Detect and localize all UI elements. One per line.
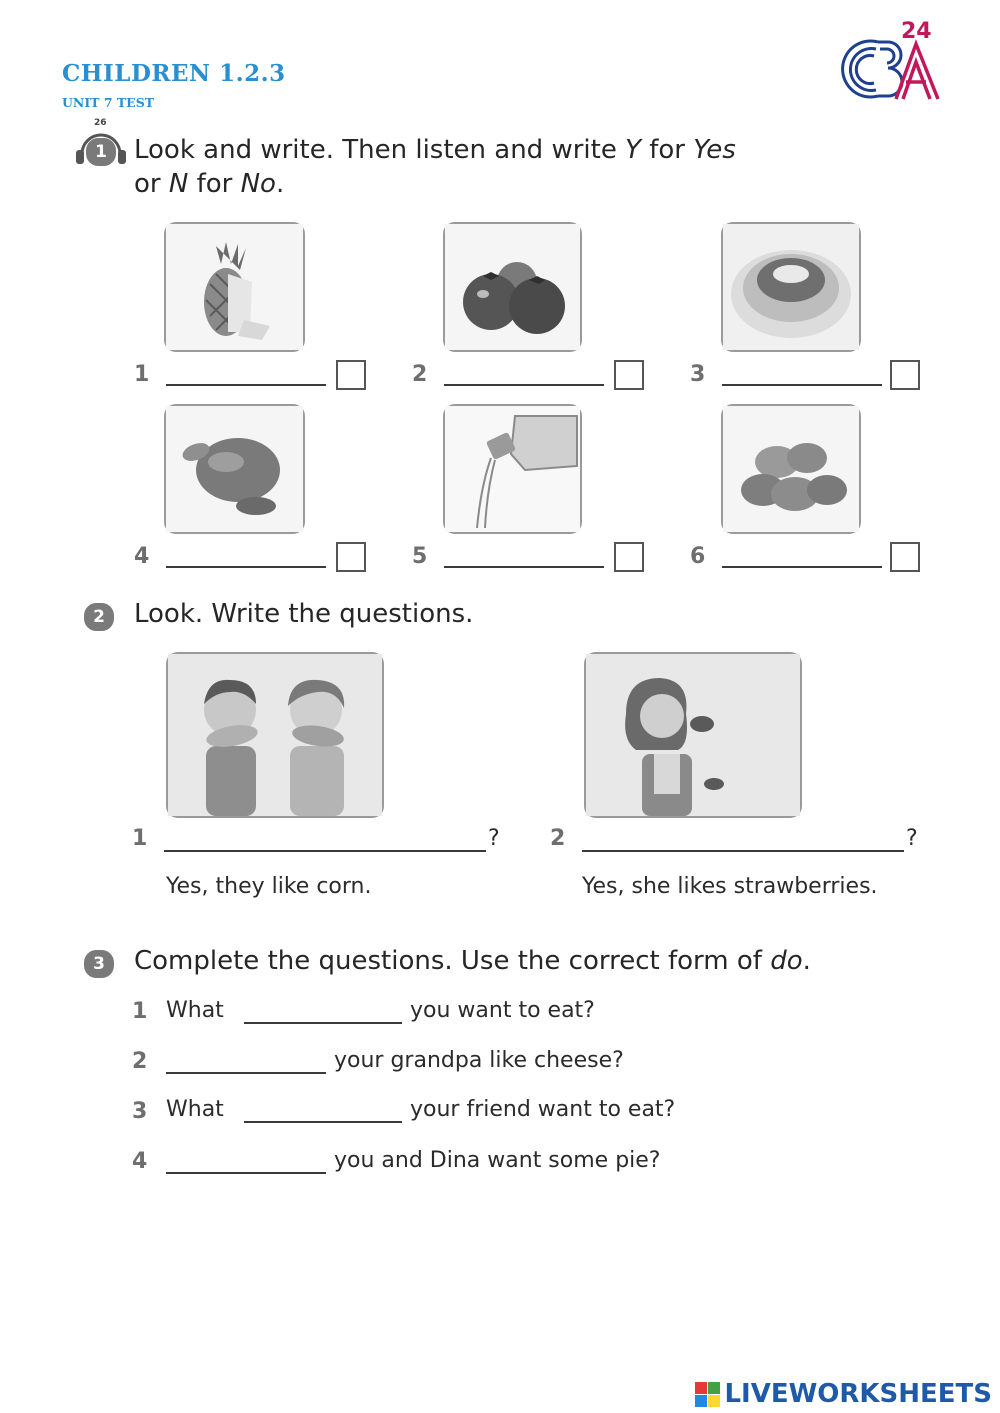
fill-blank-3[interactable] [244, 1121, 402, 1123]
item-number: 6 [690, 544, 706, 569]
question-mark: ? [906, 826, 918, 851]
item-number: 3 [690, 362, 706, 387]
question-suffix: you want to eat? [410, 998, 595, 1023]
liveworksheets-logo-icon [695, 1382, 720, 1407]
girl-eating-strawberry-icon [586, 654, 800, 816]
item-number: 1 [134, 362, 150, 387]
question-suffix: your friend want to eat? [410, 1097, 676, 1122]
yes-no-box-4[interactable] [336, 542, 366, 572]
potatoes-icon [723, 406, 859, 532]
liveworksheets-text: LIVEWORKSHEETS [724, 1379, 992, 1409]
question-suffix: your grandpa like cheese? [334, 1048, 624, 1073]
section-3-badge: 3 [84, 950, 114, 978]
worksheet-subtitle: UNIT 7 TEST [62, 95, 155, 110]
audio-track-number: 26 [94, 118, 107, 128]
yes-no-box-5[interactable] [614, 542, 644, 572]
answer-line-1[interactable] [166, 384, 326, 386]
answer-line-6[interactable] [722, 566, 882, 568]
question-line-2[interactable] [582, 850, 904, 852]
fill-blank-1[interactable] [244, 1022, 402, 1024]
girl-eating-strawberries-photo [584, 652, 802, 818]
kids-eating-corn-icon [168, 654, 382, 816]
spaghetti-icon [723, 224, 859, 350]
answer-line-3[interactable] [722, 384, 882, 386]
question-prefix: What [166, 1097, 224, 1122]
item-number: 5 [412, 544, 428, 569]
section-2-badge: 2 [84, 603, 114, 631]
answer-line-5[interactable] [444, 566, 604, 568]
question-prefix: What [166, 998, 224, 1023]
item-number: 2 [412, 362, 428, 387]
spaghetti-photo [721, 222, 861, 352]
tomatoes-photo [443, 222, 582, 352]
item-number: 3 [132, 1099, 148, 1124]
item-number: 1 [132, 999, 148, 1024]
yes-no-box-2[interactable] [614, 360, 644, 390]
cba-logo [826, 14, 946, 112]
chicken-icon [166, 406, 303, 532]
question-suffix: you and Dina want some pie? [334, 1148, 661, 1173]
item-number: 4 [132, 1149, 148, 1174]
question-mark: ? [488, 826, 500, 851]
pineapple-icon [166, 224, 303, 350]
yes-no-box-1[interactable] [336, 360, 366, 390]
item-number: 2 [132, 1049, 148, 1074]
answer-text-2: Yes, she likes strawberries. [582, 874, 878, 899]
item-number: 4 [134, 544, 150, 569]
answer-text-1: Yes, they like corn. [166, 874, 372, 899]
logo-letters: CBA [886, 112, 889, 113]
pineapple-photo [164, 222, 305, 352]
item-number: 1 [132, 826, 148, 851]
children-eating-corn-photo [166, 652, 384, 818]
logo-number: 24 [901, 19, 932, 44]
fill-blank-2[interactable] [166, 1072, 326, 1074]
item-number: 2 [550, 826, 566, 851]
section-1-instruction: Look and write. Then listen and write Y for Yes or N for No. [134, 135, 736, 199]
potatoes-photo [721, 404, 861, 534]
answer-line-4[interactable] [166, 566, 326, 568]
section-1-badge: 1 [86, 138, 116, 166]
fill-blank-4[interactable] [166, 1172, 326, 1174]
section-2-instruction: Look. Write the questions. [134, 599, 474, 629]
water-photo [443, 404, 582, 534]
water-bottle-icon [445, 406, 580, 532]
chicken-photo [164, 404, 305, 534]
section-3-instruction: Complete the questions. Use the correct form of do. [134, 946, 811, 976]
tomatoes-icon [445, 224, 580, 350]
yes-no-box-6[interactable] [890, 542, 920, 572]
question-line-1[interactable] [164, 850, 486, 852]
answer-line-2[interactable] [444, 384, 604, 386]
liveworksheets-brand[interactable] [695, 1379, 992, 1409]
yes-no-box-3[interactable] [890, 360, 920, 390]
audio-track-indicator[interactable] [72, 118, 130, 170]
worksheet-title: CHILDREN 1.2.3 [62, 60, 286, 87]
